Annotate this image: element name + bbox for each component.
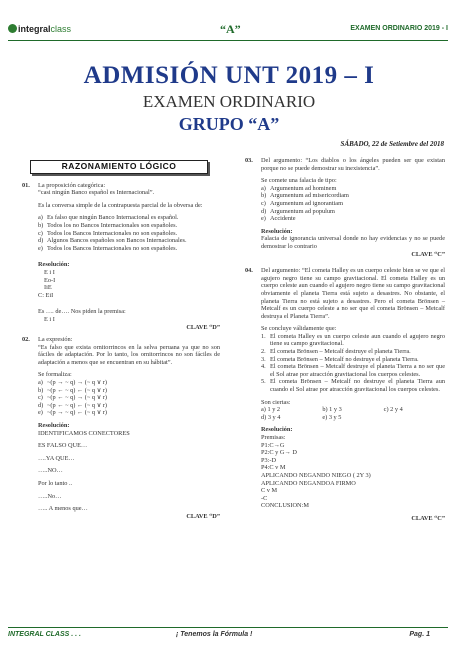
left-column [22, 160, 220, 520]
options-row [245, 414, 445, 422]
question-number: 01. [22, 181, 30, 189]
solution-line: CONCLUSION:M [261, 502, 309, 510]
solution-line: C v M [261, 487, 278, 495]
question-stem: Se formaliza: [38, 371, 72, 379]
solution-note: Es …. de…. Nos piden la premisa: [38, 308, 126, 316]
option-a: a) ~(p → ~ q) → (~ q ∨ r) [38, 379, 107, 387]
question-quote: “Es falso que exista ornitorrincos en la selva peruana ya que no son fáciles de adaptación. Por lo tanto, los ornitorrincos no son fáciles de adaptación a menos que se encuentran en su hábitat”. [38, 343, 220, 366]
solution-line: ….. A menos que… [38, 505, 88, 513]
question-intro: La expresión: [38, 336, 73, 344]
header-exam-label: EXAMEN ORDINARIO 2019 - I [350, 25, 448, 32]
solution-line: P1:C→G [261, 441, 285, 449]
options-list [22, 379, 220, 417]
options-list [22, 214, 220, 252]
question-stem: Del argumento: “Los diablos o los ángeles pueden ser que existan porque no se puede demostrar su inexistencia”. [261, 157, 445, 172]
solution-line: ….YA QUE… [38, 454, 75, 462]
answer-key: CLAVE “D” [186, 512, 220, 520]
question-number: 03. [245, 157, 253, 164]
solution-line: Eo-I [44, 276, 56, 284]
option-b: b) Todos los no Bancos Internacionales son españoles. [38, 221, 178, 229]
options-prompt: Son ciertas: [261, 398, 291, 406]
solution-line: IiE [44, 284, 52, 292]
option-d: d) Algunos Bancos españoles son Bancos Internacionales. [38, 237, 187, 245]
footer-slogan: ¡ Tenemos la Fórmula ! [176, 631, 253, 638]
logo-mark-icon [8, 24, 17, 33]
solution-line: Por lo tanto .. [38, 480, 73, 487]
solution-line: -C [261, 494, 268, 502]
statement-4: 4. El cometa Brönsen – Metcalf destruye el planeta Tierra a no ser que el Sol atrae por atracción gravitacional los cuerpos celestes. [261, 363, 445, 378]
answer-key: CLAVE “C” [411, 514, 445, 522]
page-footer [8, 631, 448, 641]
option-d: d) ~(p ← ~ q) ← (~ q ∨ r) [38, 401, 107, 409]
option-b: b) Argumentum ad misericordiam [261, 192, 349, 200]
statement-2: 2. El cometa Brönsen – Metcalf destruye el planeta Tierra. [261, 348, 411, 356]
option-e: e) ~(p → ~ q) ← (~ q ∨ r) [38, 409, 107, 417]
statement-1: 1. El cometa Halley es un cuerpo celeste aun cuando el agujero negro tiene su campo gravitacional. [261, 332, 445, 348]
solution-line: Premisas: [261, 434, 286, 441]
question-03 [245, 157, 445, 172]
option-c: c) ~(p ← ~ q) → (~ q ∨ r) [38, 394, 107, 402]
option-a: a) 1 y 2 [261, 406, 281, 414]
solution-line: APLICANDO NEGANDO NIEGO ( 2Y 3) [261, 471, 371, 479]
solution-text: Falacia de ignorancia universal donde no hay evidencias y no se puede demostrar lo contrario [261, 235, 445, 250]
resolution-heading: Resolución: [38, 422, 70, 430]
footer-brand: INTEGRAL CLASS . . . [8, 631, 81, 638]
option-a: a) Argumentum ad hominem [261, 184, 337, 192]
statements-list [245, 333, 445, 394]
resolution-heading: Resolución: [261, 426, 293, 434]
header-group-label: “A” [220, 22, 241, 36]
group-title: GRUPO “A” [178, 114, 280, 134]
resolution-heading: Resolución: [38, 261, 70, 269]
main-title: ADMISIÓN UNT 2019 – I [83, 62, 375, 89]
option-d: d) 3 y 4 [261, 413, 281, 421]
option-d: d) Argumentum ad populum [261, 207, 335, 215]
solution-line: …..No… [38, 492, 62, 500]
solution-line: ES FALSO QUE… [38, 442, 88, 450]
option-a: a) Es falso que ningún Banco Internacional es español. [38, 214, 179, 222]
question-number: 02. [22, 336, 30, 344]
solution-line: C: EiI [38, 291, 54, 299]
statement-5: 5. El cometa Brönsen – Metcalf no destruye el planeta Tierra aun cuando el Sol atrae por atracción gravitacional los cuerpos celestes. [261, 378, 445, 394]
logo-suffix: class [50, 24, 72, 34]
solution-line: E i I [44, 268, 55, 276]
section-title: RAZONAMIENTO LÓGICO [30, 160, 208, 174]
question-01 [22, 182, 220, 197]
question-02 [22, 336, 220, 366]
option-e: e) Accidente [261, 215, 296, 223]
header-divider [8, 40, 448, 41]
option-c: c) 2 y 4 [383, 406, 403, 414]
solution-line: P4:C v M [261, 464, 286, 472]
solution-line: P2:C y G→ D [261, 449, 297, 457]
page-number: Pag. 1 [409, 631, 430, 638]
solution-line: APLICANDO NEGANDOA FIRMO [261, 479, 356, 487]
option-c: c) Argumentum ad ignorantiam [261, 199, 343, 207]
footer-divider [8, 627, 448, 628]
options-row [245, 406, 445, 414]
solution-final: E i I [44, 315, 55, 323]
question-prompt: Se comete una falacia de tipo: [261, 177, 337, 185]
page-header [8, 22, 448, 40]
resolution-heading: Resolución: [261, 227, 293, 235]
question-number: 04. [245, 267, 253, 275]
question-stem: Del argumento: “El cometa Halley es un cuerpo celeste bien se ve que el agujero negro tiene su campo gravitacional. El cometa Halley es un cuerpo celeste aun cuando el agujero negro tiene su campo gravitacional obviamente el planeta Tierra está sujeto a desastres. No obstante, el planeta Tierra no está sujeto a desastres. Pero el cometa Brönsen – Metcalf es un cuerpo celeste a no ser que el cometa Brönsen – Metcalf destruya el Planeta Tierra”. [261, 267, 445, 320]
integral-class-logo [8, 24, 71, 34]
logo-brand: integral [18, 24, 51, 34]
answer-key: CLAVE “C” [411, 250, 445, 258]
solution-line: IDENTIFICAMOS CONECTORES [38, 429, 130, 437]
statement-3: 3. El cometa Brönsen – Metcalf no destruye el planeta Tierra. [261, 355, 419, 363]
option-b: b) ~(p ← ~ q) ← (~ q ∨ r) [38, 386, 107, 394]
solution-line: P3:-D [261, 456, 277, 464]
question-prompt: Se concluye válidamente que: [261, 325, 337, 333]
exam-date: SÁBADO, 22 de Setiembre del 2018 [340, 140, 444, 148]
option-e: e) Todos los Bancos Internacionales no son españoles. [38, 244, 178, 252]
answer-key: CLAVE “D” [186, 323, 220, 331]
right-column [245, 157, 445, 523]
option-b: b) 1 y 3 [322, 406, 342, 414]
question-intro: La proposición categórica: [38, 181, 106, 189]
subtitle: EXAMEN ORDINARIO [142, 92, 316, 111]
question-stem: Es la conversa simple de la contrapuesta parcial de la obversa de: [38, 201, 203, 209]
option-e: e) 3 y 5 [322, 413, 342, 421]
solution-line: …..NO… [38, 467, 63, 475]
option-c: c) Todos los Bancos Internacionales no son españoles. [38, 229, 178, 237]
question-04 [245, 267, 445, 320]
question-quote: “casi ningún Banco español es Internacional”. [38, 189, 155, 197]
options-list [245, 185, 445, 223]
